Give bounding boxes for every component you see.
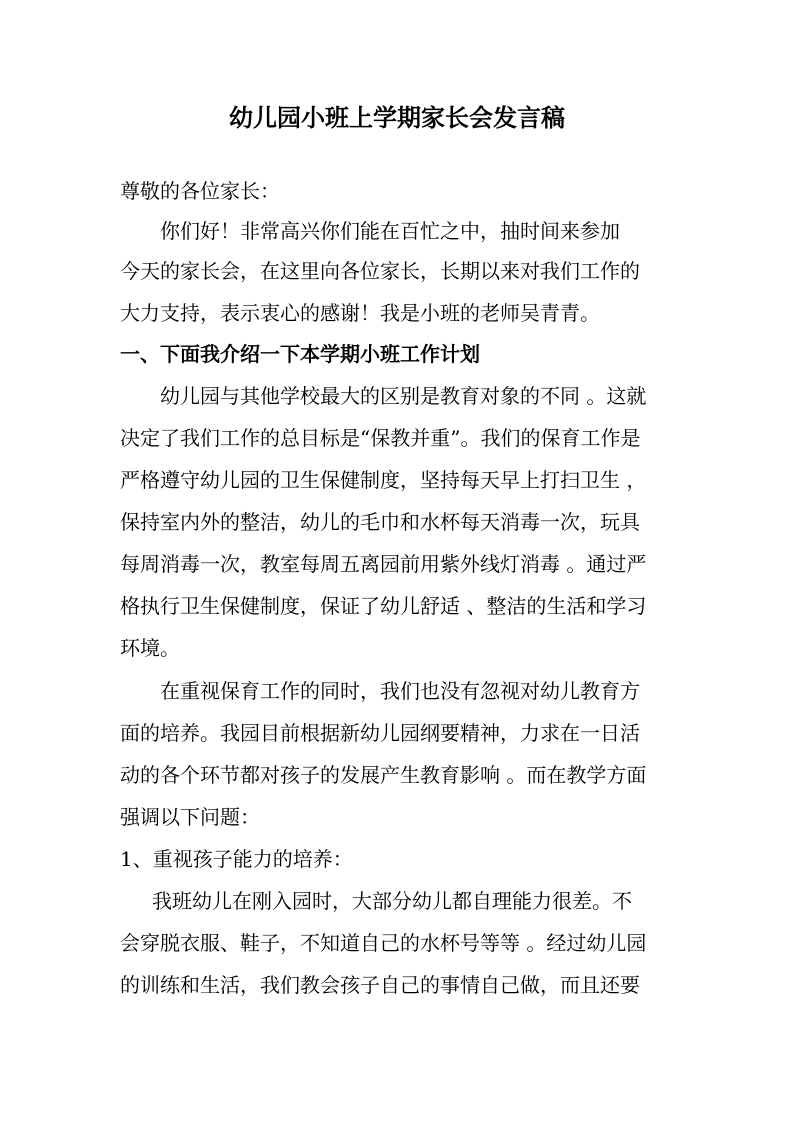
paragraph-line: 决定了我们工作的总目标是“保教并重”。我们的保育工作是 — [120, 426, 641, 450]
paragraph-line: 保持室内外的整洁，幼儿的毛巾和水杯每天消毒一次，玩具 — [120, 510, 640, 534]
subsection-heading: 1、重视孩子能力的培养： — [120, 847, 353, 871]
paragraph-line: 你们好！非常高兴你们能在百忙之中，抽时间来参加 — [160, 219, 620, 243]
paragraph-line: 大力支持，表示衷心的感谢！我是小班的老师吴青青。 — [120, 301, 600, 325]
paragraph-line: 严格遵守幼儿园的卫生保健制度，坚持每天早上打扫卫生 ， — [120, 468, 647, 492]
paragraph-line: 的训练和生活，我们教会孩子自己的事情自己做，而且还要 — [120, 973, 640, 997]
salutation: 尊敬的各位家长： — [120, 179, 280, 203]
paragraph-line: 每周消毒一次，教室每周五离园前用紫外线灯消毒 。通过严 — [120, 552, 647, 576]
paragraph-line: 面的培养。我园目前根据新幼儿园纲要精神，力求在一日活 — [120, 721, 640, 745]
document-title: 幼儿园小班上学期家长会发言稿 — [229, 103, 565, 132]
paragraph-line: 强调以下问题： — [120, 805, 260, 829]
paragraph-line: 我班幼儿在刚入园时，大部分幼儿都自理能力很差。不 — [152, 889, 632, 913]
paragraph-line: 今天的家长会，在这里向各位家长，长期以来对我们工作的 — [120, 259, 640, 283]
paragraph-line: 格执行卫生保健制度，保证了幼儿舒适 、整洁的生活和学习 — [120, 594, 647, 618]
paragraph-line: 环境。 — [120, 636, 180, 660]
paragraph-line: 在重视保育工作的同时，我们也没有忽视对幼儿教育方 — [160, 679, 640, 703]
paragraph-line: 动的各个环节都对孩子的发展产生教育影响 。而在教学方面 — [120, 763, 647, 787]
paragraph-line: 会穿脱衣服、鞋子，不知道自己的水杯号等等 。经过幼儿园 — [120, 931, 647, 955]
section-heading: 一、下面我介绍一下本学期小班工作计划 — [120, 342, 480, 366]
paragraph-line: 幼儿园与其他学校最大的区别是教育对象的不同 。这就 — [160, 384, 647, 408]
